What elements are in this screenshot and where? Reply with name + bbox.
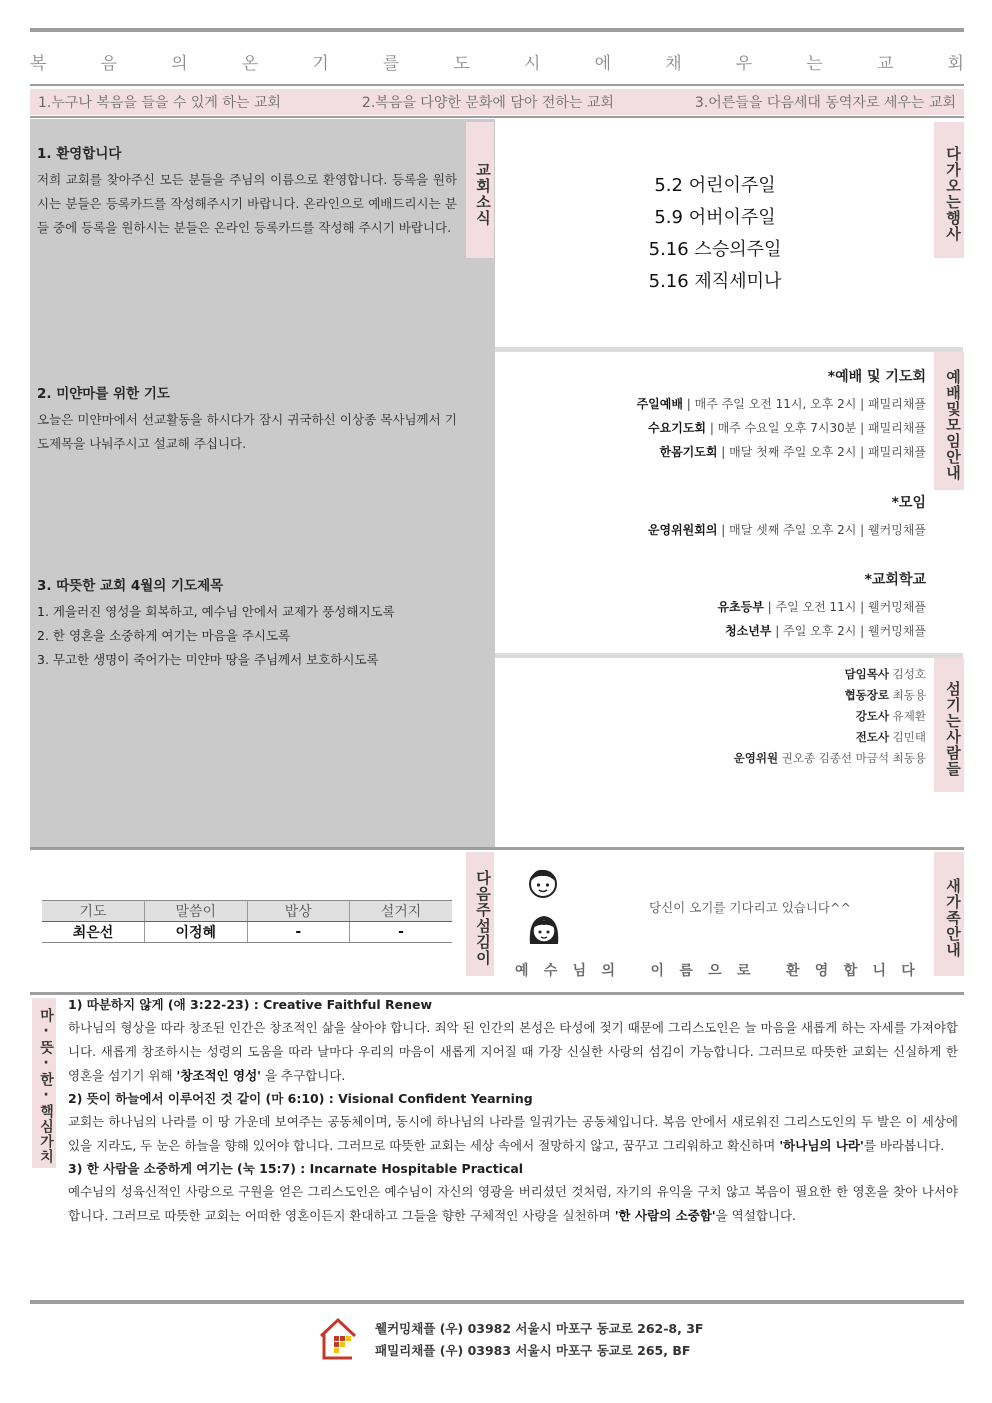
service-row: 수요기도회 | 매주 수요일 오후 7시30분 | 패밀리채플 — [648, 421, 926, 435]
event-item: 5.2 어린이주일 — [654, 175, 776, 196]
worship-services — [500, 366, 926, 464]
goals-rule — [30, 116, 964, 118]
core-values — [68, 994, 958, 1228]
welcome-char — [630, 960, 635, 980]
worship-meetings — [500, 492, 926, 542]
news-prayer-title: 3. 따뜻한 교회 4월의 기도제목 — [37, 578, 224, 594]
services-heading: *예배 및 기도회 — [827, 369, 926, 385]
boy-face-icon — [527, 866, 559, 900]
church-motto — [30, 44, 964, 78]
motto-char: 의 — [171, 53, 188, 74]
label-next-servers: 다음주섬김이 — [466, 852, 494, 976]
duty-table — [42, 900, 452, 943]
motto-rule — [30, 84, 964, 86]
label-worship: 예배및모임안내 — [934, 352, 964, 490]
motto-char: 회 — [947, 53, 964, 74]
footer-addresses — [375, 1318, 703, 1362]
welcome-char: 님 — [572, 963, 587, 979]
event-item: 5.9 어버이주일 — [654, 207, 776, 228]
newcomer-message: 당신이 오기를 기다리고 있습니다^^ — [649, 900, 851, 915]
news-prayer — [37, 574, 457, 672]
event-item: 5.16 스승의주일 — [648, 239, 782, 260]
motto-char: 를 — [382, 53, 400, 74]
welcome-line — [515, 960, 915, 980]
motto-char: 는 — [806, 53, 823, 74]
label-newcomer: 새가족안내 — [934, 852, 964, 976]
mid-rule — [30, 847, 964, 850]
motto-char: 에 — [594, 53, 612, 74]
motto-char: 음 — [100, 53, 118, 74]
church-goals — [30, 89, 964, 115]
news-welcome-body: 저희 교회를 찾아주신 모든 분들을 주님의 이름으로 환영합니다. 등록을 원하시는 분들은 등록카드를 작성해주시기 바랍니다. 온라인으로 예배드리시는 분들 중에 등록을 원하시는 분들은 온라인 등록카드를 작성해 주시기 바랍니다. — [37, 172, 457, 235]
service-row: 한몸기도회 | 매달 첫째 주일 오후 2시 | 패밀리채플 — [659, 445, 926, 459]
school-row: 유초등부 | 주일 오전 11시 | 웰커밍채플 — [717, 600, 926, 614]
value-body: 하나님의 형상을 따라 창조된 인간은 창조적인 삶을 살아야 합니다. 죄악 된 인간의 본성은 타성에 젖기 때문에 그리스도인은 늘 마음을 새롭게 하는 자세를 가져야합니다. 새롭게 창조하시는 성령의 도움을 따라 날마다 우리의 마음이 새롭게 지어질 때 가장 신실한 사랑의 섬김이 가능합니다. 그러므로 따뜻한 교회는 신실하게 한 영혼을 섬기기 위해 '창조적인 영성' 을 추구합니다. — [68, 1020, 959, 1083]
prayer-item: 3. 무고한 생명이 죽어가는 미얀마 땅을 주님께서 보호하시도록 — [37, 652, 379, 667]
news-welcome-title: 1. 환영합니다 — [37, 146, 122, 162]
welcome-char: 환 — [785, 963, 800, 979]
school-heading: *교회학교 — [864, 572, 926, 588]
value-body: 예수님의 성육신적인 사랑으로 구원을 얻은 그리스도인은 예수님이 자신의 영광을 버리셨던 것처럼, 자기의 유익을 구치 않고 복음이 필요한 한 영혼을 찾아 나서야 합니다. 그러므로 따뜻한 교회는 어떠한 영혼이든지 환대하고 그들을 향한 구체적인 사랑을 실천하며 '한 사람의 소중함'을 역설합니다. — [68, 1184, 958, 1223]
label-staff: 섬기는사람들 — [934, 658, 964, 792]
welcome-char: 이 — [650, 963, 665, 979]
staff-row: 전도사 김민태 — [855, 730, 926, 744]
duty-header: 설거지 — [350, 901, 453, 922]
welcome-char: 로 — [736, 963, 751, 979]
motto-char: 복 — [30, 53, 47, 74]
welcome-char: 수 — [543, 963, 558, 979]
staff-list — [500, 664, 926, 769]
news-myanmar-body: 오늘은 미얀마에서 선교활동을 하시다가 잠시 귀국하신 이상종 목사님께서 기도제목을 나눠주시고 설교해 주십니다. — [37, 412, 457, 451]
motto-char: 도 — [453, 53, 470, 74]
welcome-char: 의 — [601, 963, 616, 979]
girl-face-icon — [527, 912, 561, 948]
value-title: 1) 따분하지 않게 (애 3:22-23) : Creative Faithful Renew — [68, 997, 433, 1012]
duty-header: 밥상 — [247, 901, 350, 922]
welcome-char: 영 — [814, 963, 829, 979]
address-line: 웰커밍채플 (우) 03982 서울시 마포구 동교로 262-8, 3F — [375, 1321, 704, 1336]
motto-char: 시 — [524, 53, 541, 74]
welcome-char: 다 — [901, 963, 915, 979]
value-title: 3) 한 사람을 소중하게 여기는 (눅 15:7) : Incarnate Hospitable Practical — [68, 1161, 524, 1176]
upcoming-events — [500, 170, 930, 298]
school-row: 청소년부 | 주일 오후 2시 | 웰커밍채플 — [725, 624, 926, 638]
motto-char: 채 — [665, 53, 682, 74]
welcome-char — [766, 960, 771, 980]
welcome-char: 니 — [872, 963, 886, 979]
church-logo-icon — [318, 1316, 358, 1362]
prayer-item: 2. 한 영혼을 소중하게 여기는 마음을 주시도록 — [37, 628, 291, 643]
meeting-row: 운영위원회의 | 매달 셋째 주일 오후 2시 | 웰커밍채플 — [647, 523, 926, 537]
motto-char: 기 — [312, 53, 329, 74]
duty-value: - — [350, 922, 453, 943]
duty-value: 이정혜 — [145, 922, 248, 943]
address-line: 패밀리채플 (우) 03983 서울시 마포구 동교로 265, BF — [375, 1343, 691, 1358]
staff-row: 운영위원 권오종 김종선 마금석 최동용 — [733, 751, 926, 765]
staff-row: 강도사 유제환 — [855, 709, 926, 723]
top-rule — [30, 28, 964, 32]
prayer-item: 1. 게을러진 영성을 회복하고, 예수님 안에서 교제가 풍성해지도록 — [37, 604, 395, 619]
event-item: 5.16 제직세미나 — [648, 271, 782, 292]
news-welcome — [37, 142, 457, 240]
motto-char: 우 — [735, 53, 753, 74]
value-body: 교회는 하나님의 나라를 이 땅 가운데 보여주는 공동체이며, 동시에 하나님의 나라를 일궈가는 공동체입니다. 복음 안에서 새로워진 그리스도인의 두 발은 이 세상에 있을 지라도, 두 눈은 하늘을 향해 있어야 합니다. 그러므로 따뜻한 교회는 세상 속에서 절망하지 않고, 꿈꾸고 그리워하고 확신하며 '하나님의 나라'를 바라봅니다. — [68, 1114, 958, 1153]
label-core-values: 마·뜻·한·핵심가치 — [32, 998, 56, 1168]
duty-header: 기도 — [42, 901, 145, 922]
welcome-char: 름 — [679, 963, 693, 979]
goal-3: 3.어른들을 다음세대 동역자로 세우는 교회 — [694, 95, 956, 111]
bottom-rule — [30, 1300, 964, 1304]
meetings-heading: *모임 — [891, 495, 926, 511]
label-news: 교회소식 — [466, 122, 494, 258]
motto-char: 교 — [876, 53, 894, 74]
service-row: 주일예배 | 매주 주일 오전 11시, 오후 2시 | 패밀리채플 — [636, 397, 926, 411]
value-title: 2) 뜻이 하늘에서 이루어진 것 같이 (마 6:10) : Visional Confident Yearning — [68, 1091, 533, 1106]
duty-value-row — [42, 922, 452, 943]
welcome-char: 예 — [515, 963, 529, 979]
welcome-char: 으 — [708, 963, 722, 979]
welcome-char: 합 — [843, 963, 858, 979]
goal-1: 1.누구나 복음을 들을 수 있게 하는 교회 — [38, 95, 281, 111]
news-myanmar — [37, 382, 457, 456]
staff-row: 협동장로 최동용 — [844, 688, 926, 702]
section-divider — [495, 347, 963, 352]
duty-value: 최은선 — [42, 922, 145, 943]
news-myanmar-title: 2. 미얀마를 위한 기도 — [37, 386, 170, 402]
duty-header: 말씀이 — [145, 901, 248, 922]
motto-char: 온 — [241, 53, 259, 74]
section-divider — [495, 653, 963, 658]
church-school — [500, 569, 926, 643]
staff-row: 담임목사 김성호 — [844, 667, 926, 681]
goal-2: 2.복음을 다양한 문화에 담아 전하는 교회 — [361, 95, 614, 111]
label-events: 다가오는행사 — [934, 122, 964, 258]
duty-value: - — [247, 922, 350, 943]
duty-header-row — [42, 901, 452, 922]
